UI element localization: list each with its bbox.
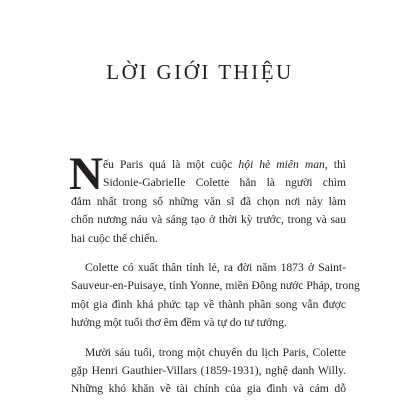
paragraph-line: đắm nhất trong số những văn sĩ đã chọn nơi này làm <box>71 194 346 208</box>
paragraph-line: gặp Henri Gauthier-Villars (1859-1931), nghệ danh Willy. <box>71 364 346 378</box>
paragraph-2 <box>71 259 360 333</box>
paragraph-3 <box>71 344 346 399</box>
drop-cap: N <box>69 148 103 200</box>
paragraph-line: chốn nương náu và sáng tạo ở thời kỳ trước, trong và sau <box>71 213 346 227</box>
paragraph-line: Sauveur-en-Puisaye, tỉnh Yonne, miền Đông nước Pháp, trong <box>71 279 360 293</box>
body-text <box>69 148 360 399</box>
paragraph-line: Sidonie-Gabrielle Colette hẳn là người chìm <box>103 176 346 190</box>
chapter-title: LỜI GIỚI THIỆU <box>106 60 294 84</box>
paragraph-line: một gia đình khá phức tạp về thành phần song vẫn được <box>71 297 346 311</box>
italic-phrase: hội hè miên man <box>238 158 325 171</box>
paragraph-line: hai cuộc thế chiến. <box>71 231 158 245</box>
paragraph-line: hưởng một tuổi thơ êm đềm và tự do tư tưởng. <box>71 316 287 330</box>
paragraph-1 <box>69 148 346 248</box>
paragraph-line: Mười sáu tuổi, trong một chuyến du lịch Paris, Colette <box>85 345 346 359</box>
paragraph-line: Những khó khăn về tài chính của gia đình và cám dỗ <box>71 382 346 396</box>
paragraph-line: Colette có xuất thân tỉnh lẻ, ra đời năm 1873 ở Saint- <box>85 261 346 275</box>
paragraph-line: N ếu Paris quả là một cuộc hội hè miên man, thì <box>69 148 346 200</box>
